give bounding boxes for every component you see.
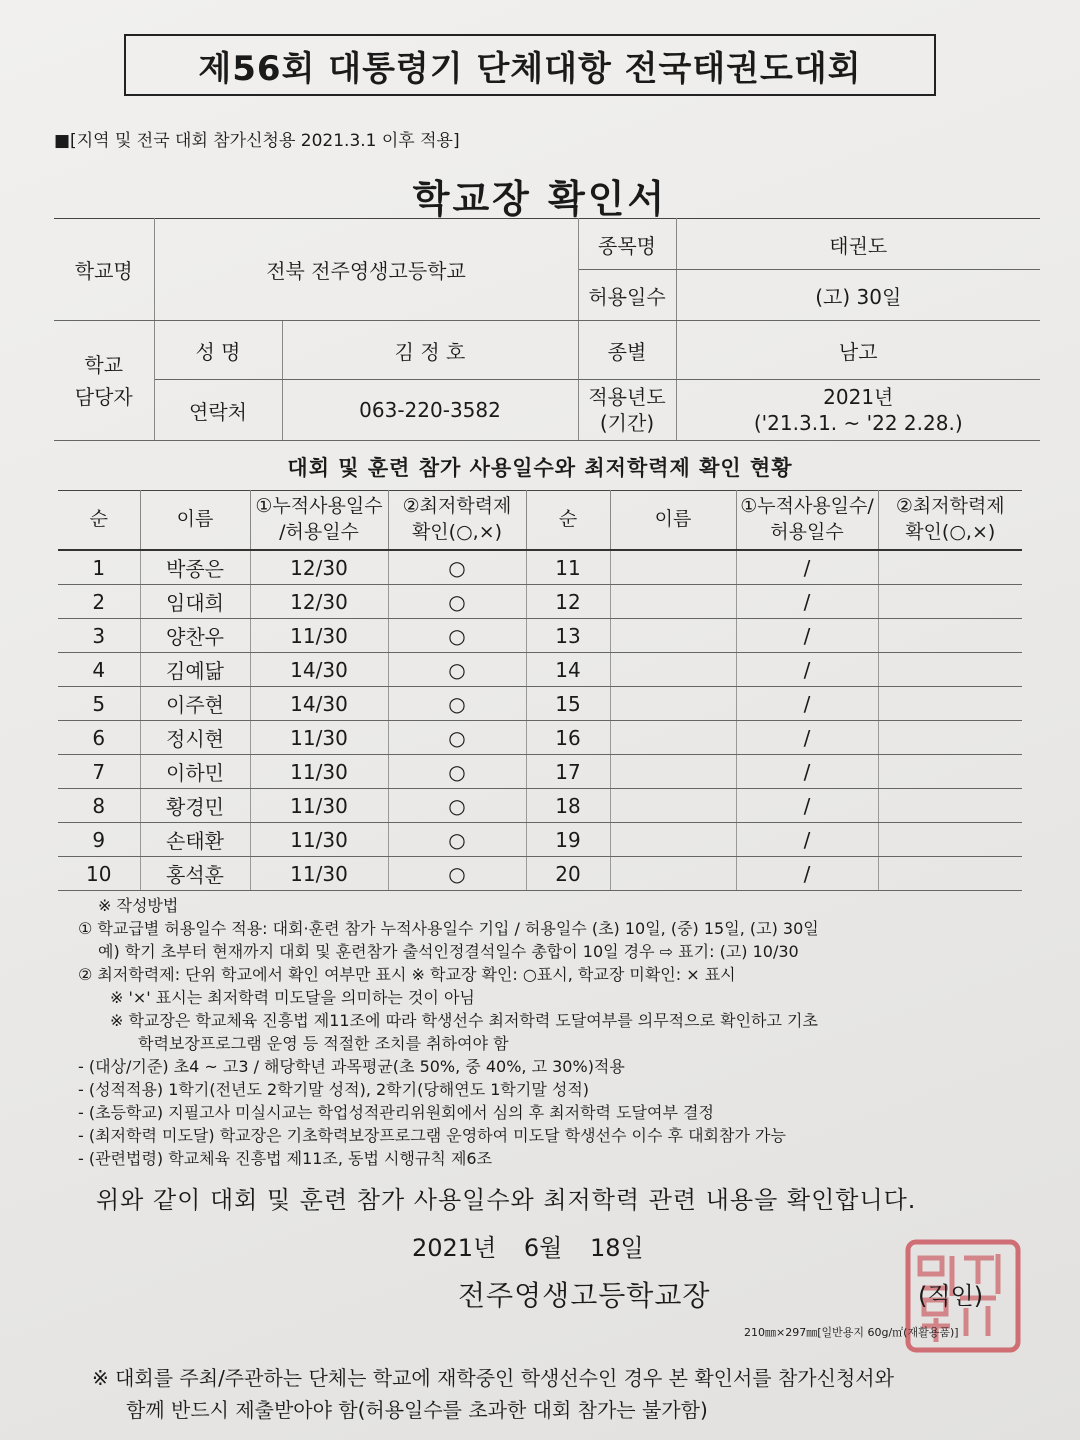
- academic-check: [878, 789, 1022, 823]
- student-name: [610, 823, 736, 857]
- academic-check: ○: [388, 823, 526, 857]
- student-name: 이하민: [140, 755, 250, 789]
- academic-check: ○: [388, 857, 526, 891]
- type-label: 종별: [578, 321, 676, 380]
- year-value: 2021년: [823, 385, 894, 409]
- academic-check: [878, 619, 1022, 653]
- usage-note: ■[지역 및 전국 대회 참가신청용 2021.3.1 이후 적용]: [54, 131, 460, 151]
- row-no: 19: [526, 823, 610, 857]
- submission-footnote: [92, 1362, 894, 1426]
- header-days-right: ①누적사용일수/ 허용일수: [736, 491, 878, 551]
- table-row: [58, 550, 1022, 585]
- table-row: [58, 619, 1022, 653]
- academic-check: [878, 755, 1022, 789]
- footnote-line: 함께 반드시 제출받아야 함(허용일수를 초과한 대회 참가는 불가함): [126, 1398, 708, 1422]
- instruction-line: - (대상/기준) 초4 ~ 고3 / 해당학년 과목평균(초 50%, 중 40%, 고 30%)적용: [78, 1057, 625, 1076]
- header-no-right: 순: [526, 491, 610, 551]
- academic-check: ○: [388, 721, 526, 755]
- seal-label: (직인): [918, 1282, 984, 1310]
- row-no: 10: [58, 857, 140, 891]
- academic-check: [878, 585, 1022, 619]
- used-days: /: [736, 721, 878, 755]
- student-name: 박종은: [140, 550, 250, 585]
- table-row: [58, 585, 1022, 619]
- header-name-right: 이름: [610, 491, 736, 551]
- table-body: [58, 550, 1022, 891]
- row-no: 13: [526, 619, 610, 653]
- instructions: [78, 894, 1038, 1170]
- instruction-line: - (관련법령) 학교체육 진흥법 제11조, 동법 시행규칙 제6조: [78, 1149, 493, 1168]
- event-label: 종목명: [578, 219, 676, 270]
- student-name: [610, 585, 736, 619]
- student-name: [610, 755, 736, 789]
- table-row: [58, 823, 1022, 857]
- school-info-table: [54, 218, 1040, 441]
- student-name: 홍석훈: [140, 857, 250, 891]
- row-no: 17: [526, 755, 610, 789]
- used-days: 14/30: [250, 687, 388, 721]
- row-no: 1: [58, 550, 140, 585]
- header-no-left: 순: [58, 491, 140, 551]
- header-check-left: ②최저학력제 확인(○,×): [388, 491, 526, 551]
- footnote-line: ※ 대회를 주최/주관하는 단체는 학교에 재학중인 학생선수인 경우 본 확인서를 참가신청서와: [92, 1366, 894, 1390]
- contact-label: 연락처: [154, 380, 282, 441]
- table-row: [58, 857, 1022, 891]
- row-no: 8: [58, 789, 140, 823]
- used-days: 12/30: [250, 550, 388, 585]
- student-name: 양찬우: [140, 619, 250, 653]
- year-label: 적용년도 (기간): [578, 380, 676, 441]
- student-name: [610, 550, 736, 585]
- instruction-line: - (최저학력 미도달) 학교장은 기초학력보장프로그램 운영하여 미도달 학생선수 이수 후 대회참가 가능: [78, 1126, 786, 1145]
- allowed-days-label: 허용일수: [578, 270, 676, 321]
- student-name: 이주현: [140, 687, 250, 721]
- used-days: 11/30: [250, 789, 388, 823]
- student-name: 김예닮: [140, 653, 250, 687]
- used-days: /: [736, 585, 878, 619]
- instruction-line: - (초등학교) 지필고사 미실시교는 학업성적관리위원회에서 심의 후 최저학력 도달여부 결정: [78, 1103, 714, 1122]
- student-name: [610, 721, 736, 755]
- student-name: 황경민: [140, 789, 250, 823]
- allowed-days-value: (고) 30일: [676, 270, 1040, 321]
- row-no: 20: [526, 857, 610, 891]
- principal-name: 전주영생고등학교장: [458, 1279, 711, 1312]
- academic-check: [878, 721, 1022, 755]
- academic-check: ○: [388, 789, 526, 823]
- school-name-value: 전북 전주영생고등학교: [154, 219, 578, 321]
- student-name: [610, 687, 736, 721]
- academic-check: ○: [388, 619, 526, 653]
- row-no: 14: [526, 653, 610, 687]
- competition-title: 제56회 대통령기 단체대항 전국태권도대회: [124, 34, 936, 96]
- student-name: 임대희: [140, 585, 250, 619]
- academic-check: [878, 823, 1022, 857]
- academic-check: [878, 857, 1022, 891]
- table-row: [58, 653, 1022, 687]
- period-value: ('21.3.1. ~ '22 2.28.): [753, 411, 963, 435]
- used-days: /: [736, 550, 878, 585]
- academic-check: ○: [388, 550, 526, 585]
- used-days: 11/30: [250, 857, 388, 891]
- instruction-line: 예) 학기 초부터 현재까지 대회 및 훈련참가 출석인정결석일수 총합이 10일 경우 ⇨ 표기: (고) 10/30: [98, 942, 799, 961]
- event-value: 태권도: [676, 219, 1040, 270]
- row-no: 4: [58, 653, 140, 687]
- academic-check: ○: [388, 687, 526, 721]
- used-days: /: [736, 823, 878, 857]
- student-name: [610, 653, 736, 687]
- used-days: /: [736, 653, 878, 687]
- used-days: /: [736, 687, 878, 721]
- row-no: 16: [526, 721, 610, 755]
- type-value: 남고: [676, 321, 1040, 380]
- header-name-left: 이름: [140, 491, 250, 551]
- instruction-line: 학력보장프로그램 운영 등 적절한 조치를 취하여야 함: [138, 1034, 509, 1053]
- table-row: [58, 789, 1022, 823]
- used-days: 11/30: [250, 721, 388, 755]
- row-no: 6: [58, 721, 140, 755]
- year-cell: [676, 380, 1040, 441]
- academic-check: [878, 687, 1022, 721]
- table-row: [58, 755, 1022, 789]
- row-no: 7: [58, 755, 140, 789]
- used-days: 12/30: [250, 585, 388, 619]
- used-days: /: [736, 619, 878, 653]
- participation-table: [58, 490, 1022, 891]
- table-row: [58, 687, 1022, 721]
- section-title: 대회 및 훈련 참가 사용일수와 최저학력제 확인 현황: [287, 456, 793, 480]
- document-title: 학교장 확인서: [412, 177, 668, 221]
- manager-label: 학교 담당자: [54, 321, 154, 441]
- instruction-line: ※ '×' 표시는 최저학력 미도달을 의미하는 것이 아님: [110, 988, 475, 1007]
- instruction-line: ※ 학교장은 학교체육 진흥법 제11조에 따라 학생선수 최저학력 도달여부를 의무적으로 확인하고 기초: [110, 1011, 818, 1030]
- instruction-line: - (성적적용) 1학기(전년도 2학기말 성적), 2학기(당해연도 1학기말 성적): [78, 1080, 590, 1099]
- confirmation-statement: 위와 같이 대회 및 훈련 참가 사용일수와 최저학력 관련 내용을 확인합니다.: [96, 1186, 917, 1214]
- instruction-line: ① 학교급별 허용일수 적용: 대회·훈련 참가 누적사용일수 기입 / 허용일수 (초) 10일, (중) 15일, (고) 30일: [78, 919, 819, 938]
- student-name: [610, 857, 736, 891]
- row-no: 9: [58, 823, 140, 857]
- row-no: 3: [58, 619, 140, 653]
- row-no: 18: [526, 789, 610, 823]
- academic-check: [878, 550, 1022, 585]
- used-days: /: [736, 857, 878, 891]
- table-row: [58, 721, 1022, 755]
- used-days: 11/30: [250, 755, 388, 789]
- academic-check: ○: [388, 585, 526, 619]
- row-no: 15: [526, 687, 610, 721]
- used-days: /: [736, 755, 878, 789]
- instructions-heading: ※ 작성방법: [98, 896, 179, 915]
- student-name: [610, 789, 736, 823]
- name-value: 김 정 호: [282, 321, 578, 380]
- header-days-left: ①누적사용일수 /허용일수: [250, 491, 388, 551]
- used-days: 11/30: [250, 619, 388, 653]
- contact-value: 063-220-3582: [282, 380, 578, 441]
- paper-spec: 210㎜×297㎜[일반용지 60g/㎡(재활용품)]: [744, 1326, 959, 1339]
- issue-date: 2021년 6월 18일: [412, 1234, 644, 1262]
- name-label: 성 명: [154, 321, 282, 380]
- academic-check: [878, 653, 1022, 687]
- row-no: 2: [58, 585, 140, 619]
- row-no: 12: [526, 585, 610, 619]
- used-days: /: [736, 789, 878, 823]
- student-name: 정시현: [140, 721, 250, 755]
- school-name-label: 학교명: [54, 219, 154, 321]
- row-no: 11: [526, 550, 610, 585]
- student-name: [610, 619, 736, 653]
- academic-check: ○: [388, 755, 526, 789]
- academic-check: ○: [388, 653, 526, 687]
- instruction-line: ② 최저학력제: 단위 학교에서 확인 여부만 표시 ※ 학교장 확인: ○표시, 학교장 미확인: × 표시: [78, 965, 736, 984]
- used-days: 14/30: [250, 653, 388, 687]
- used-days: 11/30: [250, 823, 388, 857]
- student-name: 손태환: [140, 823, 250, 857]
- row-no: 5: [58, 687, 140, 721]
- header-check-right: ②최저학력제 확인(○,×): [878, 491, 1022, 551]
